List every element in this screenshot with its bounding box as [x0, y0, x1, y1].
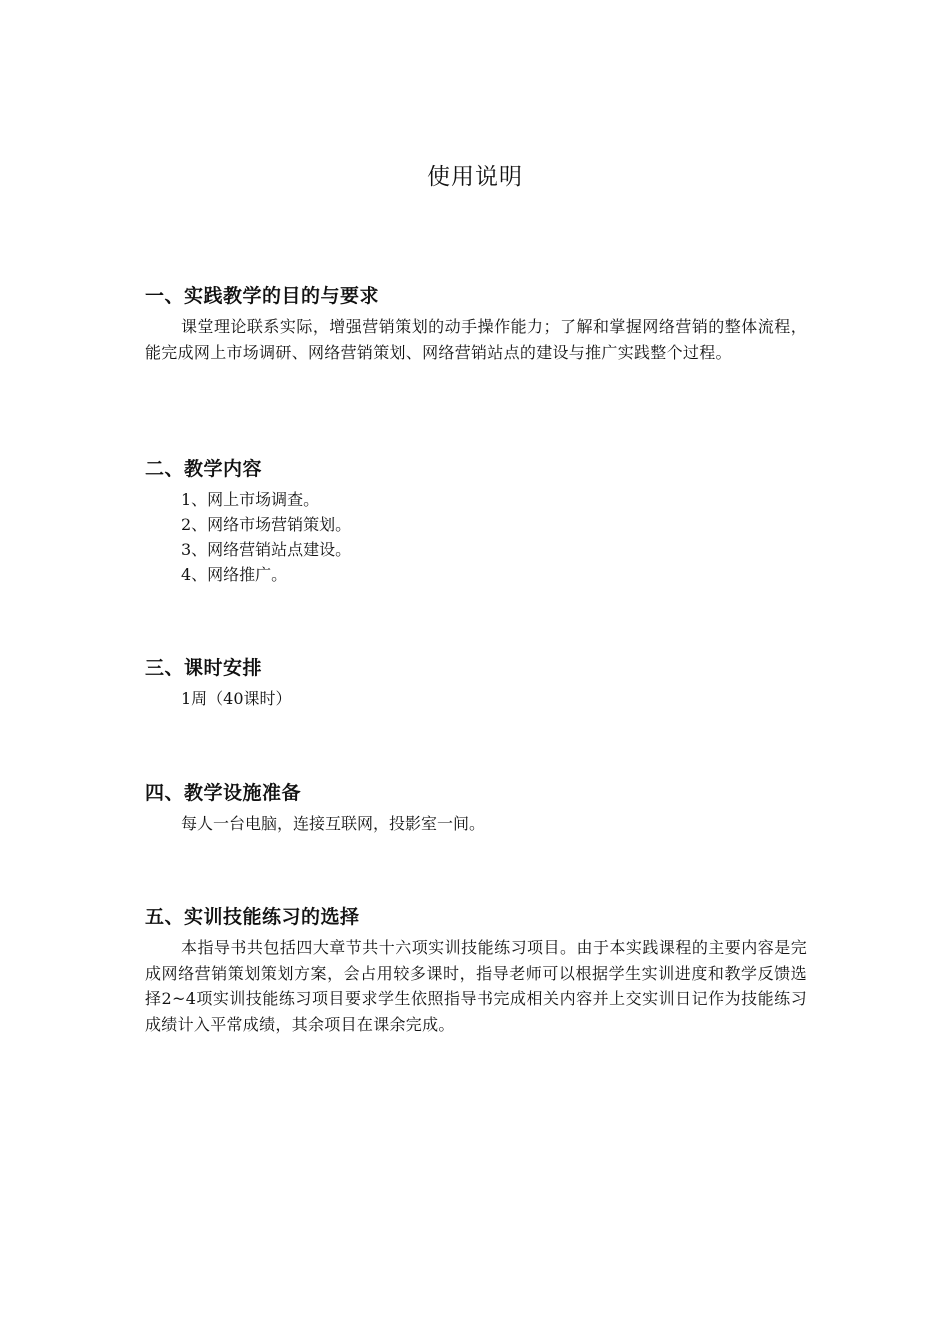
list-item: 1、网上市场调查。 [181, 490, 320, 509]
section-heading: 三、课时安排 [145, 657, 263, 679]
section-skill-selection [145, 903, 807, 1037]
section-heading: 五、实训技能练习的选择 [145, 906, 360, 928]
section-facilities [145, 779, 807, 836]
section-purpose [145, 282, 807, 365]
list-item: 3、网络营销站点建设。 [181, 540, 352, 559]
section-paragraph: 课堂理论联系实际，增强营销策划的动手操作能力；了解和掌握网络营销的整体流程，能完成网上市场调研、网络营销策划、网络营销站点的建设与推广实践整个过程。 [145, 317, 807, 362]
section-heading: 二、教学内容 [145, 458, 263, 480]
section-heading: 一、实践教学的目的与要求 [145, 285, 380, 307]
section-schedule [145, 654, 807, 711]
list-item: 2、网络市场营销策划。 [181, 515, 352, 534]
schedule-text: 1周（40课时） [181, 689, 292, 708]
list-item: 4、网络推广。 [181, 565, 288, 584]
facilities-text: 每人一台电脑，连接互联网，投影室一间。 [181, 814, 486, 833]
page-title: 使用说明 [427, 164, 523, 190]
section-paragraph: 本指导书共包括四大章节共十六项实训技能练习项目。由于本实践课程的主要内容是完成网络营销策划策划方案，会占用较多课时，指导老师可以根据学生实训进度和教学反馈选择2~4项实训技能练习项目要求学生依照指导书完成相关内容并上交实训日记作为技能练习成绩计入平常成绩，其余项目在课余完成。 [145, 938, 807, 1034]
section-heading: 四、教学设施准备 [145, 782, 302, 804]
content-list [145, 487, 807, 587]
section-content [145, 455, 807, 587]
